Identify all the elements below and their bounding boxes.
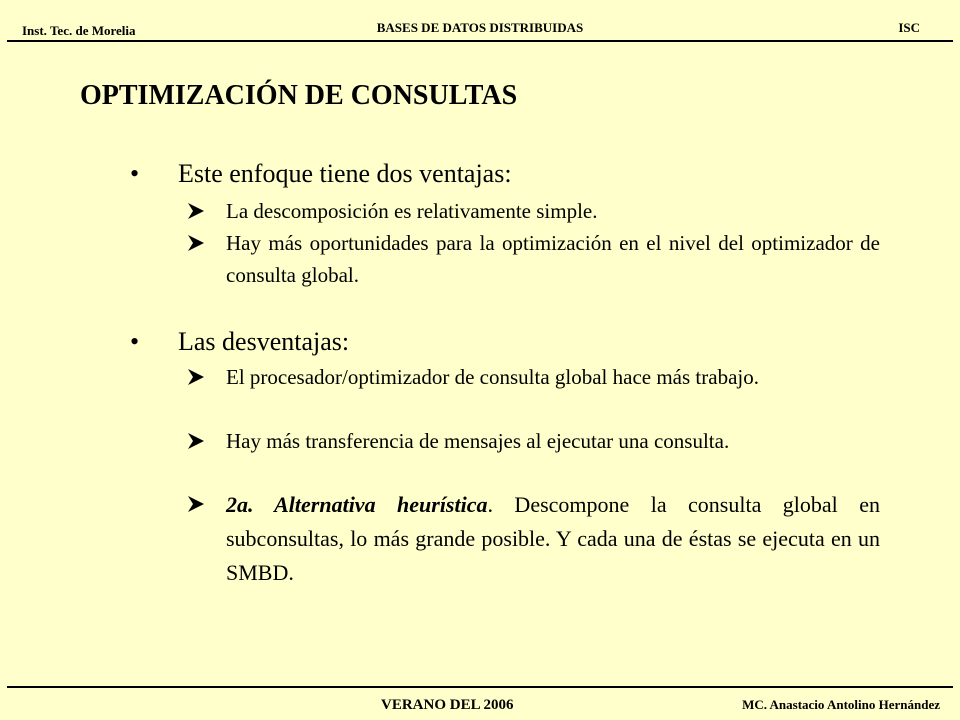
bullet-advantages — [130, 158, 890, 190]
sub-bullet-text: Hay más oportunidades para la optimización en el nivel del optimizador de consulta global. — [226, 231, 880, 287]
bullet-heading-advantages: Este enfoque tiene dos ventajas: — [178, 159, 512, 188]
arrowhead-bullet-icon — [186, 488, 206, 522]
sub-bullet — [186, 361, 880, 393]
footer-divider — [7, 686, 953, 688]
sub-bullet-text: La descomposición es relativamente simple. — [226, 199, 598, 223]
bullet-dot: • — [130, 327, 140, 356]
sub-bullet — [186, 195, 880, 227]
course-title: BASES DE DATOS DISTRIBUIDAS — [376, 20, 584, 35]
program-label: ISC — [898, 20, 920, 35]
slide-title: OPTIMIZACIÓN DE CONSULTAS — [80, 80, 518, 111]
arrowhead-bullet-icon — [186, 195, 206, 227]
sub-bullet — [186, 227, 880, 291]
footer-term: VERANO DEL 2006 — [381, 697, 514, 713]
sub-bullet-text: El procesador/optimizador de consulta global hace más trabajo. — [226, 365, 759, 389]
bullet-dot: • — [130, 159, 140, 188]
bullet-heading-disadvantages: Las desventajas: — [178, 327, 350, 356]
sub-bullet — [186, 425, 880, 457]
sub-bullet-alternative — [186, 488, 880, 590]
alternative-text — [226, 488, 880, 590]
bullet-disadvantages — [130, 326, 890, 358]
arrowhead-bullet-icon — [186, 425, 206, 457]
institution-label: Inst. Tec. de Morelia — [22, 23, 136, 38]
arrowhead-bullet-icon — [186, 361, 206, 393]
header-divider — [7, 40, 953, 42]
alternative-label: 2a. Alternativa heurística — [226, 492, 488, 517]
footer-author: MC. Anastacio Antolino Hernández — [742, 697, 940, 712]
sub-bullet-text: Hay más transferencia de mensajes al ejecutar una consulta. — [226, 429, 730, 453]
alternative-description: . Descompone la consulta global en subconsultas, lo más grande posible. Y cada una de éstas se ejecuta en un SMBD. — [226, 492, 880, 585]
arrowhead-bullet-icon — [186, 227, 206, 259]
